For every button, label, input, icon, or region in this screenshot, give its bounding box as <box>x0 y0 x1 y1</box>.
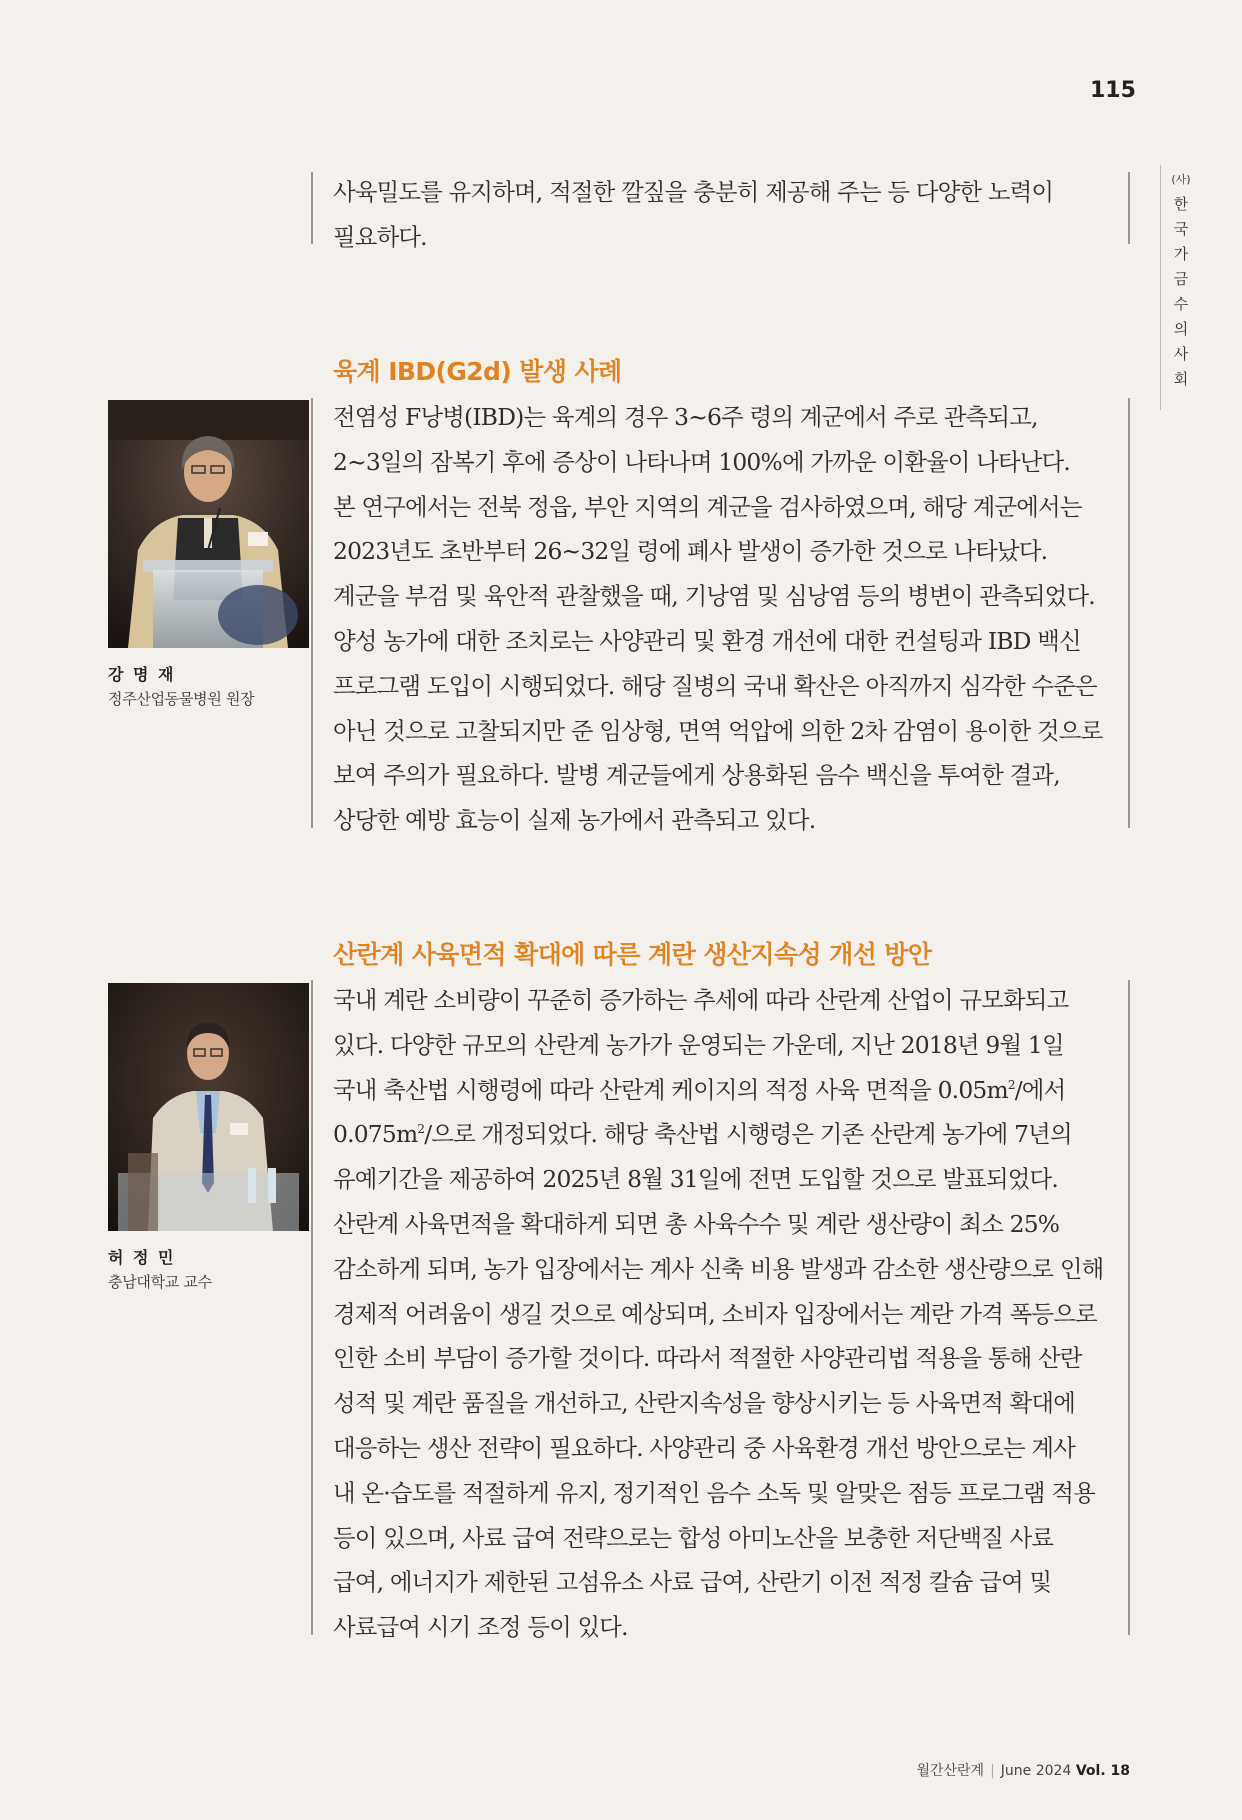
speaker1-photo <box>108 400 309 648</box>
speaker2-photo <box>108 983 309 1231</box>
text-line: 사육밀도를 유지하며, 적절한 깔짚을 충분히 제공해 주는 등 다양한 노력이 <box>333 178 1054 206</box>
text-line: 유예기간을 제공하여 2025년 8월 31일에 전면 도입할 것으로 발표되었다. <box>333 1165 1058 1194</box>
text-line: 대응하는 생산 전략이 필요하다. 사양관리 중 사육환경 개선 방안으로는 계사 <box>333 1433 1076 1462</box>
text-line: 본 연구에서는 전북 정읍, 부안 지역의 계군을 검사하였으며, 해당 계군에서는 <box>333 492 1082 521</box>
text-line <box>333 1112 1113 1157</box>
side-label-char: 국 <box>1173 220 1189 238</box>
side-label-prefix: (사) <box>1171 173 1191 186</box>
text-line: 있다. 다양한 규모의 산란계 농가가 운영되는 가운데, 지난 2018년 9월 1일 <box>333 1030 1064 1059</box>
text-line: 사료급여 시기 조정 등이 있다. <box>333 1613 628 1642</box>
section1-left-rule <box>311 398 313 828</box>
text-line: 프로그램 도입이 시행되었다. 해당 질병의 국내 확산은 아직까지 심각한 수준은 <box>333 671 1097 700</box>
volume-number: Vol. 18 <box>1075 1763 1130 1779</box>
text-line: 경제적 어려움이 생길 것으로 예상되며, 소비자 입장에서는 계란 가격 폭등으로 <box>333 1299 1097 1328</box>
side-label-char: 한 <box>1173 195 1189 213</box>
speaker2-name: 허 정 민 <box>108 1248 176 1267</box>
side-label-char: 사 <box>1173 345 1189 363</box>
text-line: 내 온·습도를 적절하게 유지, 정기적인 음수 소독 및 알맞은 점등 프로그램 적용 <box>333 1478 1095 1507</box>
text-line: 보여 주의가 필요하다. 발병 계군들에게 상용화된 음수 백신을 투여한 결과, <box>333 761 1060 790</box>
speaker1-title: 정주산업동물병원 원장 <box>108 690 255 708</box>
text-segment: /으로 개정되었다. 해당 축산법 시행령은 기존 산란계 농가에 7년의 <box>424 1120 1072 1149</box>
section2-right-rule <box>1128 980 1130 1635</box>
side-label <box>1168 172 1194 392</box>
page-number: 115 <box>1090 78 1136 103</box>
section1-heading: 육계 IBD(G2d) 발생 사례 <box>333 357 622 386</box>
footer-divider: | <box>990 1763 995 1779</box>
side-label-char: 의 <box>1173 320 1189 338</box>
text-line: 전염성 F낭병(IBD)는 육계의 경우 3~6주 령의 계군에서 주로 관측되고, <box>333 403 1038 431</box>
speaker1-name: 강 명 재 <box>108 665 176 684</box>
section1-body <box>333 395 1113 843</box>
text-line: 등이 있으며, 사료 급여 전략으로는 합성 아미노산을 보충한 저단백질 사료 <box>333 1523 1054 1552</box>
side-label-char: 수 <box>1173 295 1189 313</box>
issue-date: June 2024 <box>1000 1763 1072 1779</box>
text-line: 계군을 부검 및 육안적 관찰했을 때, 기낭염 및 심낭염 등의 병변이 관측되었다. <box>333 582 1095 611</box>
text-line: 산란계 사육면적을 확대하게 되면 총 사육수수 및 계란 생산량이 최소 25% <box>333 1209 1060 1238</box>
superscript: 2 <box>417 1122 425 1137</box>
side-label-char: 가 <box>1173 245 1189 263</box>
section2-body <box>333 978 1113 1650</box>
text-segment: 0.075m <box>333 1120 418 1149</box>
text-line: 상당한 예방 효능이 실제 농가에서 관측되고 있다. <box>333 806 816 835</box>
side-label-char: 금 <box>1173 270 1189 288</box>
intro-right-rule <box>1128 172 1130 244</box>
text-line: 2~3일의 잠복기 후에 증상이 나타나며 100%에 가까운 이환율이 나타난다. <box>333 447 1071 476</box>
superscript: 2 <box>1007 1077 1015 1092</box>
section1-right-rule <box>1128 398 1130 828</box>
text-segment: /에서 <box>1014 1075 1066 1104</box>
speaker2-title: 충남대학교 교수 <box>108 1273 212 1291</box>
text-line: 필요하다. <box>333 222 427 251</box>
text-line: 2023년도 초반부터 26~32일 령에 폐사 발생이 증가한 것으로 나타났다. <box>333 537 1048 566</box>
side-rule <box>1160 165 1161 410</box>
text-line: 아닌 것으로 고찰되지만 준 임상형, 면역 억압에 의한 2차 감염이 용이한 것으로 <box>333 716 1103 745</box>
text-line: 급여, 에너지가 제한된 고섬유소 사료 급여, 산란기 이전 적정 칼슘 급여 및 <box>333 1568 1052 1597</box>
text-line: 감소하게 되며, 농가 입장에서는 계사 신축 비용 발생과 감소한 생산량으로 인해 <box>333 1254 1104 1283</box>
magazine-name: 월간산란계 <box>916 1763 985 1779</box>
text-line: 성적 및 계란 품질을 개선하고, 산란지속성을 향상시키는 등 사육면적 확대에 <box>333 1389 1076 1418</box>
text-line: 국내 계란 소비량이 꾸준히 증가하는 추세에 따라 산란계 산업이 규모화되고 <box>333 986 1069 1014</box>
text-segment: 국내 축산법 시행령에 따라 산란계 케이지의 적정 사육 면적을 0.05m <box>333 1075 1008 1104</box>
text-line: 인한 소비 부담이 증가할 것이다. 따라서 적절한 사양관리법 적용을 통해 산란 <box>333 1344 1082 1373</box>
text-line: 양성 농가에 대한 조치로는 사양관리 및 환경 개선에 대한 컨설팅과 IBD 백신 <box>333 626 1081 655</box>
side-label-char: 회 <box>1173 370 1189 388</box>
intro-text <box>333 170 1113 260</box>
section2-heading: 산란계 사육면적 확대에 따른 계란 생산지속성 개선 방안 <box>333 940 932 969</box>
footer <box>880 1760 1130 1780</box>
text-line <box>333 1068 1113 1113</box>
intro-left-rule <box>311 172 313 244</box>
section2-left-rule <box>311 980 313 1635</box>
